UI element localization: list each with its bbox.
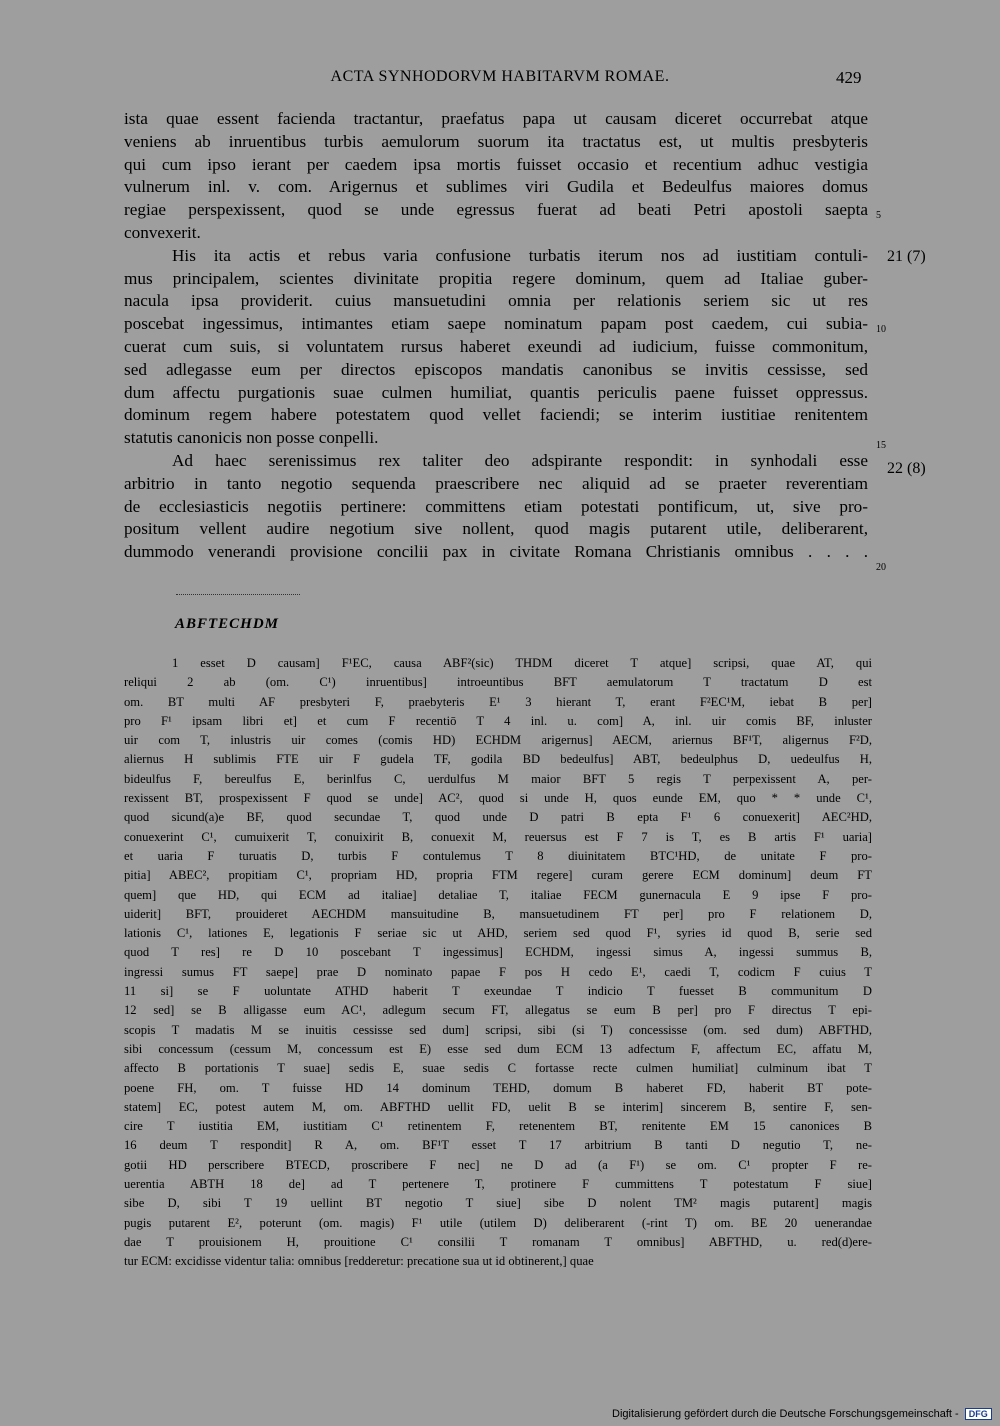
apparatus-line: affecto B portationis T suae] sedis E, suae sedis C fortasse recte culmen humiliat] culminum ibat T	[124, 1061, 872, 1076]
line-number: 20	[876, 562, 886, 573]
text-line: veniens ab inruentibus turbis aemulorum suorum ita tractatus est, ut multis presbyteris	[124, 131, 868, 151]
text-line: nacula ipsa providerit. cuius mansuetudini omnia per relationis seriem sic ut res	[124, 291, 868, 311]
apparatus-line: dae T prouisionem H, prouitione C¹ consilii T romanam T omnibus] ABFTHD, u. red(d)ere-	[124, 1234, 872, 1249]
apparatus-line: uiderit] BFT, prouideret AECHDM mansuitudine B, mansuetudinem FT per] pro F relationem D,	[124, 906, 872, 921]
apparatus-line: pugis putarent E², poterunt (om. magis) F¹ utile (utilem D) deliberarent (-rint T) om. BE 20 uenerandae	[124, 1215, 872, 1230]
text-line: His ita actis et rebus varia confusione turbatis iterum nos ad iustitiam contuli-	[172, 245, 868, 265]
apparatus-line: scopis T madatis M se inuitis cessisse sed dum] scripsi, sibi (si T) concessisse (om. sed dum) ABFTHD,	[124, 1022, 872, 1037]
text-line: positum vellent audire negotium sive nollent, quod magis putarent utile, deliberarent,	[124, 519, 868, 539]
apparatus-line: 11 si] se F uoluntate ATHD haberit T exeundae T indicio T fuesset B communitum D	[124, 984, 872, 999]
main-text	[124, 108, 868, 564]
margin-note-section-22: 22 (8)	[887, 460, 926, 477]
page-number: 429	[836, 68, 862, 87]
apparatus-line: cire T iustitia EM, iustitiam C¹ retinentem F, retenentem BT, renitente EM 15 canonices B	[124, 1119, 872, 1134]
digitization-footer	[612, 1408, 992, 1420]
text-line: convexerit.	[124, 222, 201, 242]
apparatus-line: quem] que HD, qui ECM ad italiae] detaliae T, italiae FECM gunernacula E 9 ipse F pro-	[124, 887, 872, 902]
apparatus-line: gotii HD perscribere BTECD, proscribere F nec] ne D ad (a F¹) se om. C¹ propter F re-	[124, 1157, 872, 1172]
apparatus-sigla: ABFTECHDM	[175, 616, 280, 632]
text-line: statutis canonicis non posse conpelli.	[124, 428, 379, 448]
apparatus-line: 16 deum T respondit] R A, om. BF¹T esset T 17 arbitrium B tanti D negutio T, ne-	[124, 1138, 872, 1153]
separator-rule	[176, 594, 300, 595]
line-number: 5	[876, 210, 881, 221]
running-title: ACTA SYNHODORVM HABITARVM ROMAE.	[330, 68, 670, 85]
apparatus-line: bideulfus F, bereulfus E, berinlfus C, uerdulfus M maior BFT 5 regis T perpexissent A, per-	[124, 771, 872, 786]
apparatus-line: lationis C¹, lationes E, legationis F seriae sic ut AHD, seriem sed quod F¹, syries id quod B, serie sed	[124, 926, 872, 941]
text-line: dum affectu purgationis suae culmen humiliat, quantis periculis paene fuisset oppressus.	[124, 382, 868, 402]
critical-apparatus	[124, 654, 872, 1272]
apparatus-line: quod T res] re D 10 poscebant T ingessimus] ECHDM, ingessi simus A, ingessi summus B,	[124, 945, 872, 960]
apparatus-line: 1 esset D causam] F¹EC, causa ABF²(sic) THDM diceret T atque] scripsi, quae AT, qui	[172, 656, 872, 670]
text-line: mus principalem, scientes divinitate propitia regere dominum, quem ad Italiae guber-	[124, 268, 868, 288]
apparatus-line: 12 sed] se B alligasse eum AC¹, adlegum secum FT, allegatus se eum B per] pro F directus T epi-	[124, 1003, 872, 1018]
apparatus-line: uir com T, inlustris uir comes (comis HD) ECHDM arigernus] AECM, ariernus BF¹T, aligernus F²D,	[124, 733, 872, 748]
footer-text: Digitalisierung gefördert durch die Deutsche Forschungsgemeinschaft -	[612, 1408, 959, 1420]
apparatus-line: conuexerint C¹, cumuixerit T, conuixirit B, conuexit M, reuersus est F 7 is T, es B artis F¹ uaria]	[124, 829, 872, 844]
apparatus-line: statem] EC, potest autem M, om. ABFTHD uellit FD, uelit B se interim] sincerem B, sentire F, sen-	[124, 1099, 872, 1114]
apparatus-line: ingressi sumus FT saepe] prae D nominato papae F pos H cedo E¹, caedi T, codicm F cuius T	[124, 964, 872, 979]
text-line: dominum regem habere potestatem quod vellet faciendi; se interim iustitiae renitentem	[124, 405, 868, 425]
text-line: qui cum ipso ierant per caedem ipsa mortis fuisset occasio et recentium adhuc vestigia	[124, 154, 868, 174]
apparatus-line: reliqui 2 ab (om. C¹) inruentibus] introeuntibus BFT aemulatorum T tractatum D est	[124, 675, 872, 690]
running-header	[0, 68, 1000, 92]
apparatus-line: pro F¹ ipsam libri et] et cum F recentiō T 4 inl. u. com] A, inl. uir comis BF, inluster	[124, 713, 872, 728]
apparatus-line: uerentia ABTH 18 de] ad T pertenere T, protinere F cummittens T potestatum F siue]	[124, 1177, 872, 1192]
text-line: regiae perspexissent, quod se unde egressus fuerat ad beati Petri apostoli saepta	[124, 200, 868, 220]
apparatus-line: poene FH, om. T fuisse HD 14 dominum TEHD, domum B haberet FD, haberit BT pote-	[124, 1080, 872, 1095]
line-number: 15	[876, 440, 886, 451]
apparatus-line: sibe D, sibi T 19 uellint BT negotio T siue] sibe D nolent TM² magis putarent] magis	[124, 1196, 872, 1211]
line-number: 10	[876, 324, 886, 335]
text-line: poscebat ingessimus, intimantes etiam saepe nominatum papam post caedem, cui subia-	[124, 314, 868, 334]
text-line: de ecclesiasticis negotiis pertinere: committens etiam potestati pontificum, ut, sive pro-	[124, 496, 868, 516]
apparatus-line: quod sicund(a)e BF, quod secundae T, quod unde D patri B epta F¹ 6 conuexerit] AEC²HD,	[124, 810, 872, 825]
text-line: ista quae essent facienda tractantur, praefatus papa ut causam diceret occurrebat atque	[124, 109, 868, 128]
text-line: vulnerum inl. v. com. Arigernus et sublimes viri Gudila et Bedeulfus maiores domus	[124, 177, 868, 197]
text-line: Ad haec serenissimus rex taliter deo adspirante respondit: in synhodali esse	[172, 450, 868, 470]
apparatus-line: et uaria F turuatis D, turbis F contulemus T 8 diuinitatem BTC¹HD, de unitate F pro-	[124, 848, 872, 863]
text-line: dummodo venerandi provisione concilii pax in civitate Romana Christianis omnibus . . . .	[124, 542, 868, 562]
margin-note-section-21: 21 (7)	[887, 248, 926, 265]
dfg-logo: DFG	[965, 1408, 992, 1420]
text-line: cuerat cum suis, si voluntatem rursus haberet exeundi ad iudicium, fuisse commonitum,	[124, 336, 868, 356]
apparatus-line: rexissent BT, prospexissent F quod se unde] AC², quod si unde H, quos eunde EM, quo * * unde C¹,	[124, 791, 872, 806]
apparatus-line: tur ECM: excidisse videntur talia: omnibus [redderetur: precatione sua ut id obtinerent,] quae	[124, 1254, 594, 1269]
apparatus-line: om. BT multi AF presbyteri F, praebyteris E¹ 3 hierant T, erant F²EC¹M, iebat B per]	[124, 694, 872, 709]
text-line: arbitrio in tanto negotio sequenda praescribere nec aliquid ad se praeter reverentiam	[124, 473, 868, 493]
text-line: sed adlegasse eum per directos episcopos mandatis canonibus se invitis cessisse, sed	[124, 359, 868, 379]
apparatus-line: aliernus H sublimis FTE uir F gudela TF, godila BD bedeulfus] ABT, bedeulphus D, uedeulfus H,	[124, 752, 872, 767]
apparatus-line: sibi concessum (cessum M, concessum est E) esse sed dum ECM 13 adfectum F, affectum EC, affatu M,	[124, 1041, 872, 1056]
apparatus-line: pitia] ABEC², propitiam C¹, propriam HD, propria FTM regere] curam gerere ECM dominum] deum FT	[124, 868, 872, 883]
